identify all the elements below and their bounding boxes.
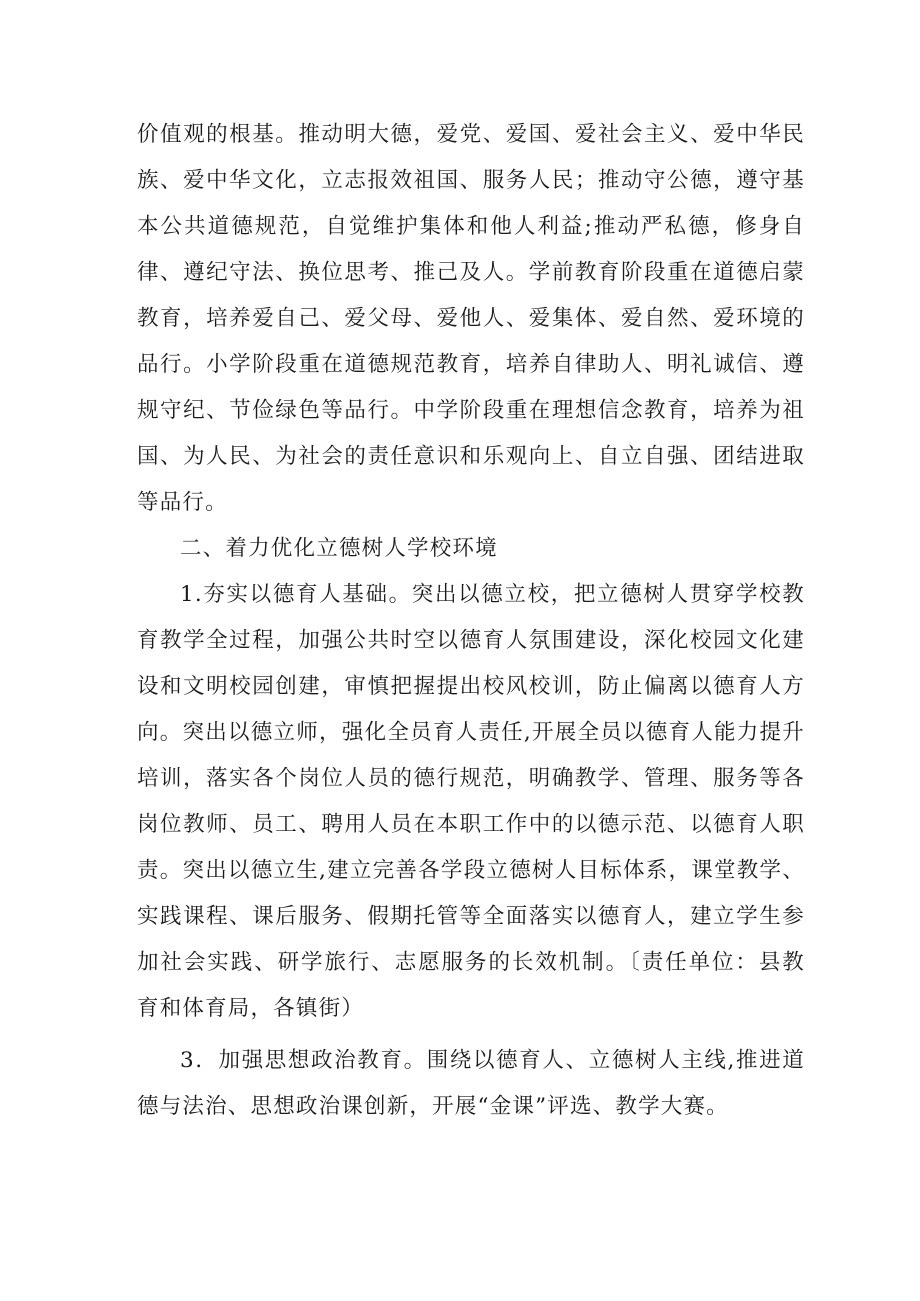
section-heading: 二、着力优化立德树人学校环境 xyxy=(180,536,498,561)
paragraph-item-1: 1.夯实以德育人基础。突出以德立校，把立德树人贯穿学校教育教学全过程，加强公共时空以德育人氛围建设，深化校园文化建设和文明校园创建，审慎把握提出校风校训，防止偏离以德育人方向。突出以德立师，强化全员育人责任,开展全员以德育人能力提升培训，落实各个岗位人员的德行规范，明确教学、管理、服务等各岗位教师、员工、聘用人员在本职工作中的以德示范、以德育人职责。突出以德立生,建立完善各学段立德树人目标体系，课堂教学、实践课程、课后服务、假期托管等全面落实以德育人，建立学生参加社会实践、研学旅行、志愿服务的长效机制。〔责任单位：县教育和体育局，各镇街） xyxy=(137,582,805,1021)
paragraph-item-3: 3．加强思想政治教育。围绕以德育人、立德树人主线,推进道德与法治、思想政治课创新，开展“金课”评选、教学大赛。 xyxy=(137,1048,805,1119)
paragraph-continuation: 价值观的根基。推动明大德，爱党、爱国、爱社会主义、爱中华民族、爱中华文化，立志报效祖国、服务人民；推动守公德，遵守基本公共道德规范，自觉维护集体和他人利益;推动严私德，修身自律、遵纪守法、换位思考、推己及人。学前教育阶段重在道德启蒙教育，培养爱自己、爱父母、爱他人、爱集体、爱自然、爱环境的品行。小学阶段重在道德规范教育，培养自律助人、明礼诚信、遵规守纪、节俭绿色等品行。中学阶段重在理想信念教育，培养为祖国、为人民、为社会的责任意识和乐观向上、自立自强、团结进取等品行。 xyxy=(137,122,805,515)
document-body xyxy=(137,112,805,1130)
